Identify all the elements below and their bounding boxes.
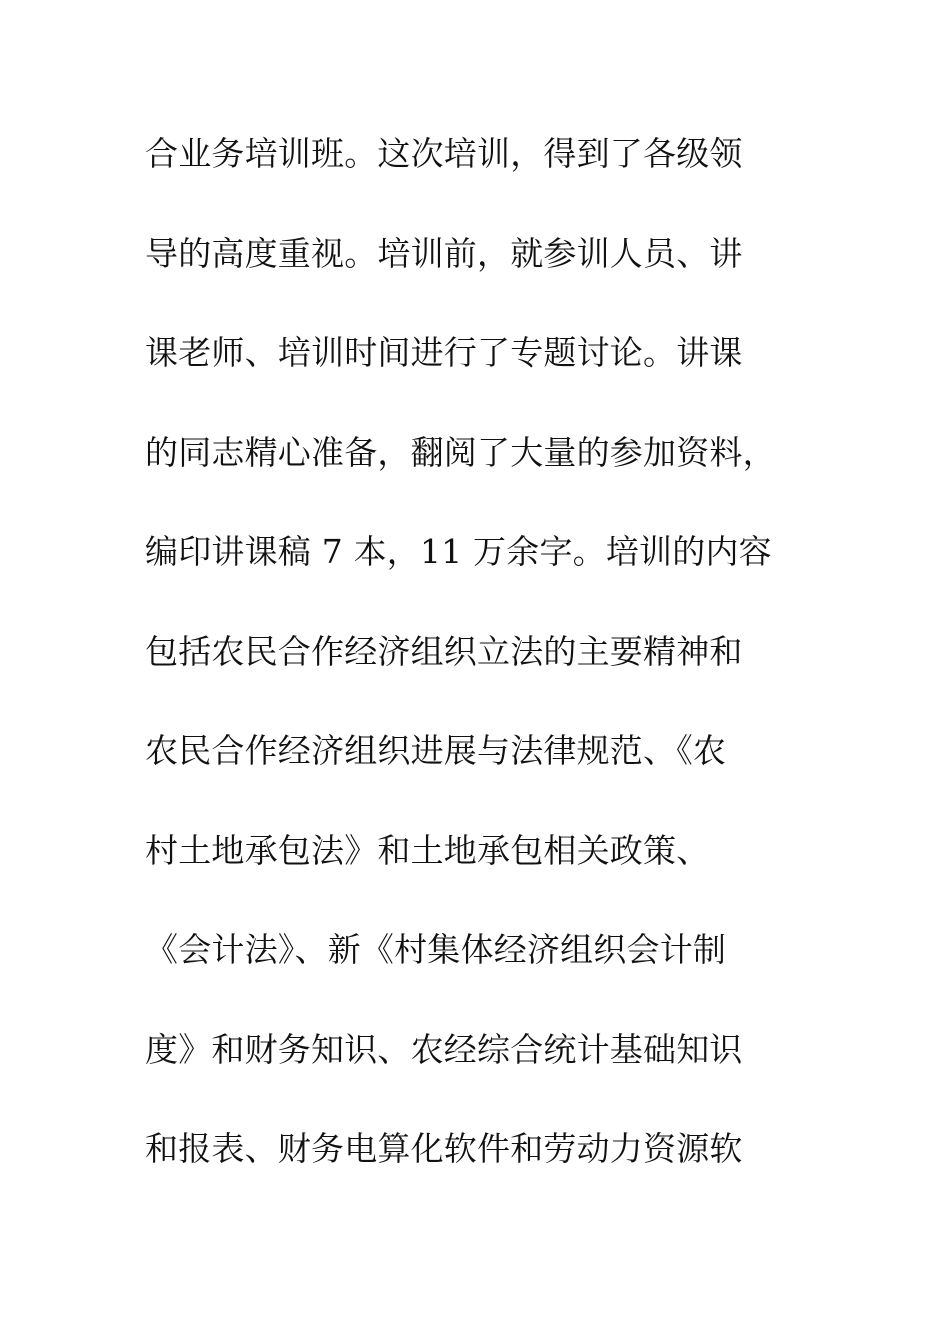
text-line-8: 村土地承包法》和土地承包相关政策、 bbox=[145, 830, 710, 870]
text-line-2: 导的高度重视。培训前，就参训人员、讲 bbox=[145, 233, 743, 273]
text-line-5: 编印讲课稿 7 本，11 万余字。培训的内容 bbox=[145, 532, 772, 571]
text-line-9: 《会计法》、新《村集体经济组织会计制 bbox=[145, 930, 727, 969]
text-line-11: 和报表、财务电算化软件和劳动力资源软 bbox=[145, 1129, 743, 1168]
text-line-1: 合业务培训班。这次培训，得到了各级领 bbox=[145, 134, 743, 173]
text-line-3: 课老师、培训时间进行了专题讨论。讲课 bbox=[145, 333, 743, 372]
text-line-10: 度》和财务知识、农经综合统计基础知识 bbox=[145, 1029, 743, 1069]
body-text bbox=[145, 123, 845, 1218]
text-line-7: 农民合作经济组织进展与法律规范、《农 bbox=[145, 731, 727, 770]
text-line-4: 的同志精心准备，翻阅了大量的参加资料， bbox=[145, 432, 776, 472]
text-line-6: 包括农民合作经济组织立法的主要精神和 bbox=[145, 631, 743, 671]
